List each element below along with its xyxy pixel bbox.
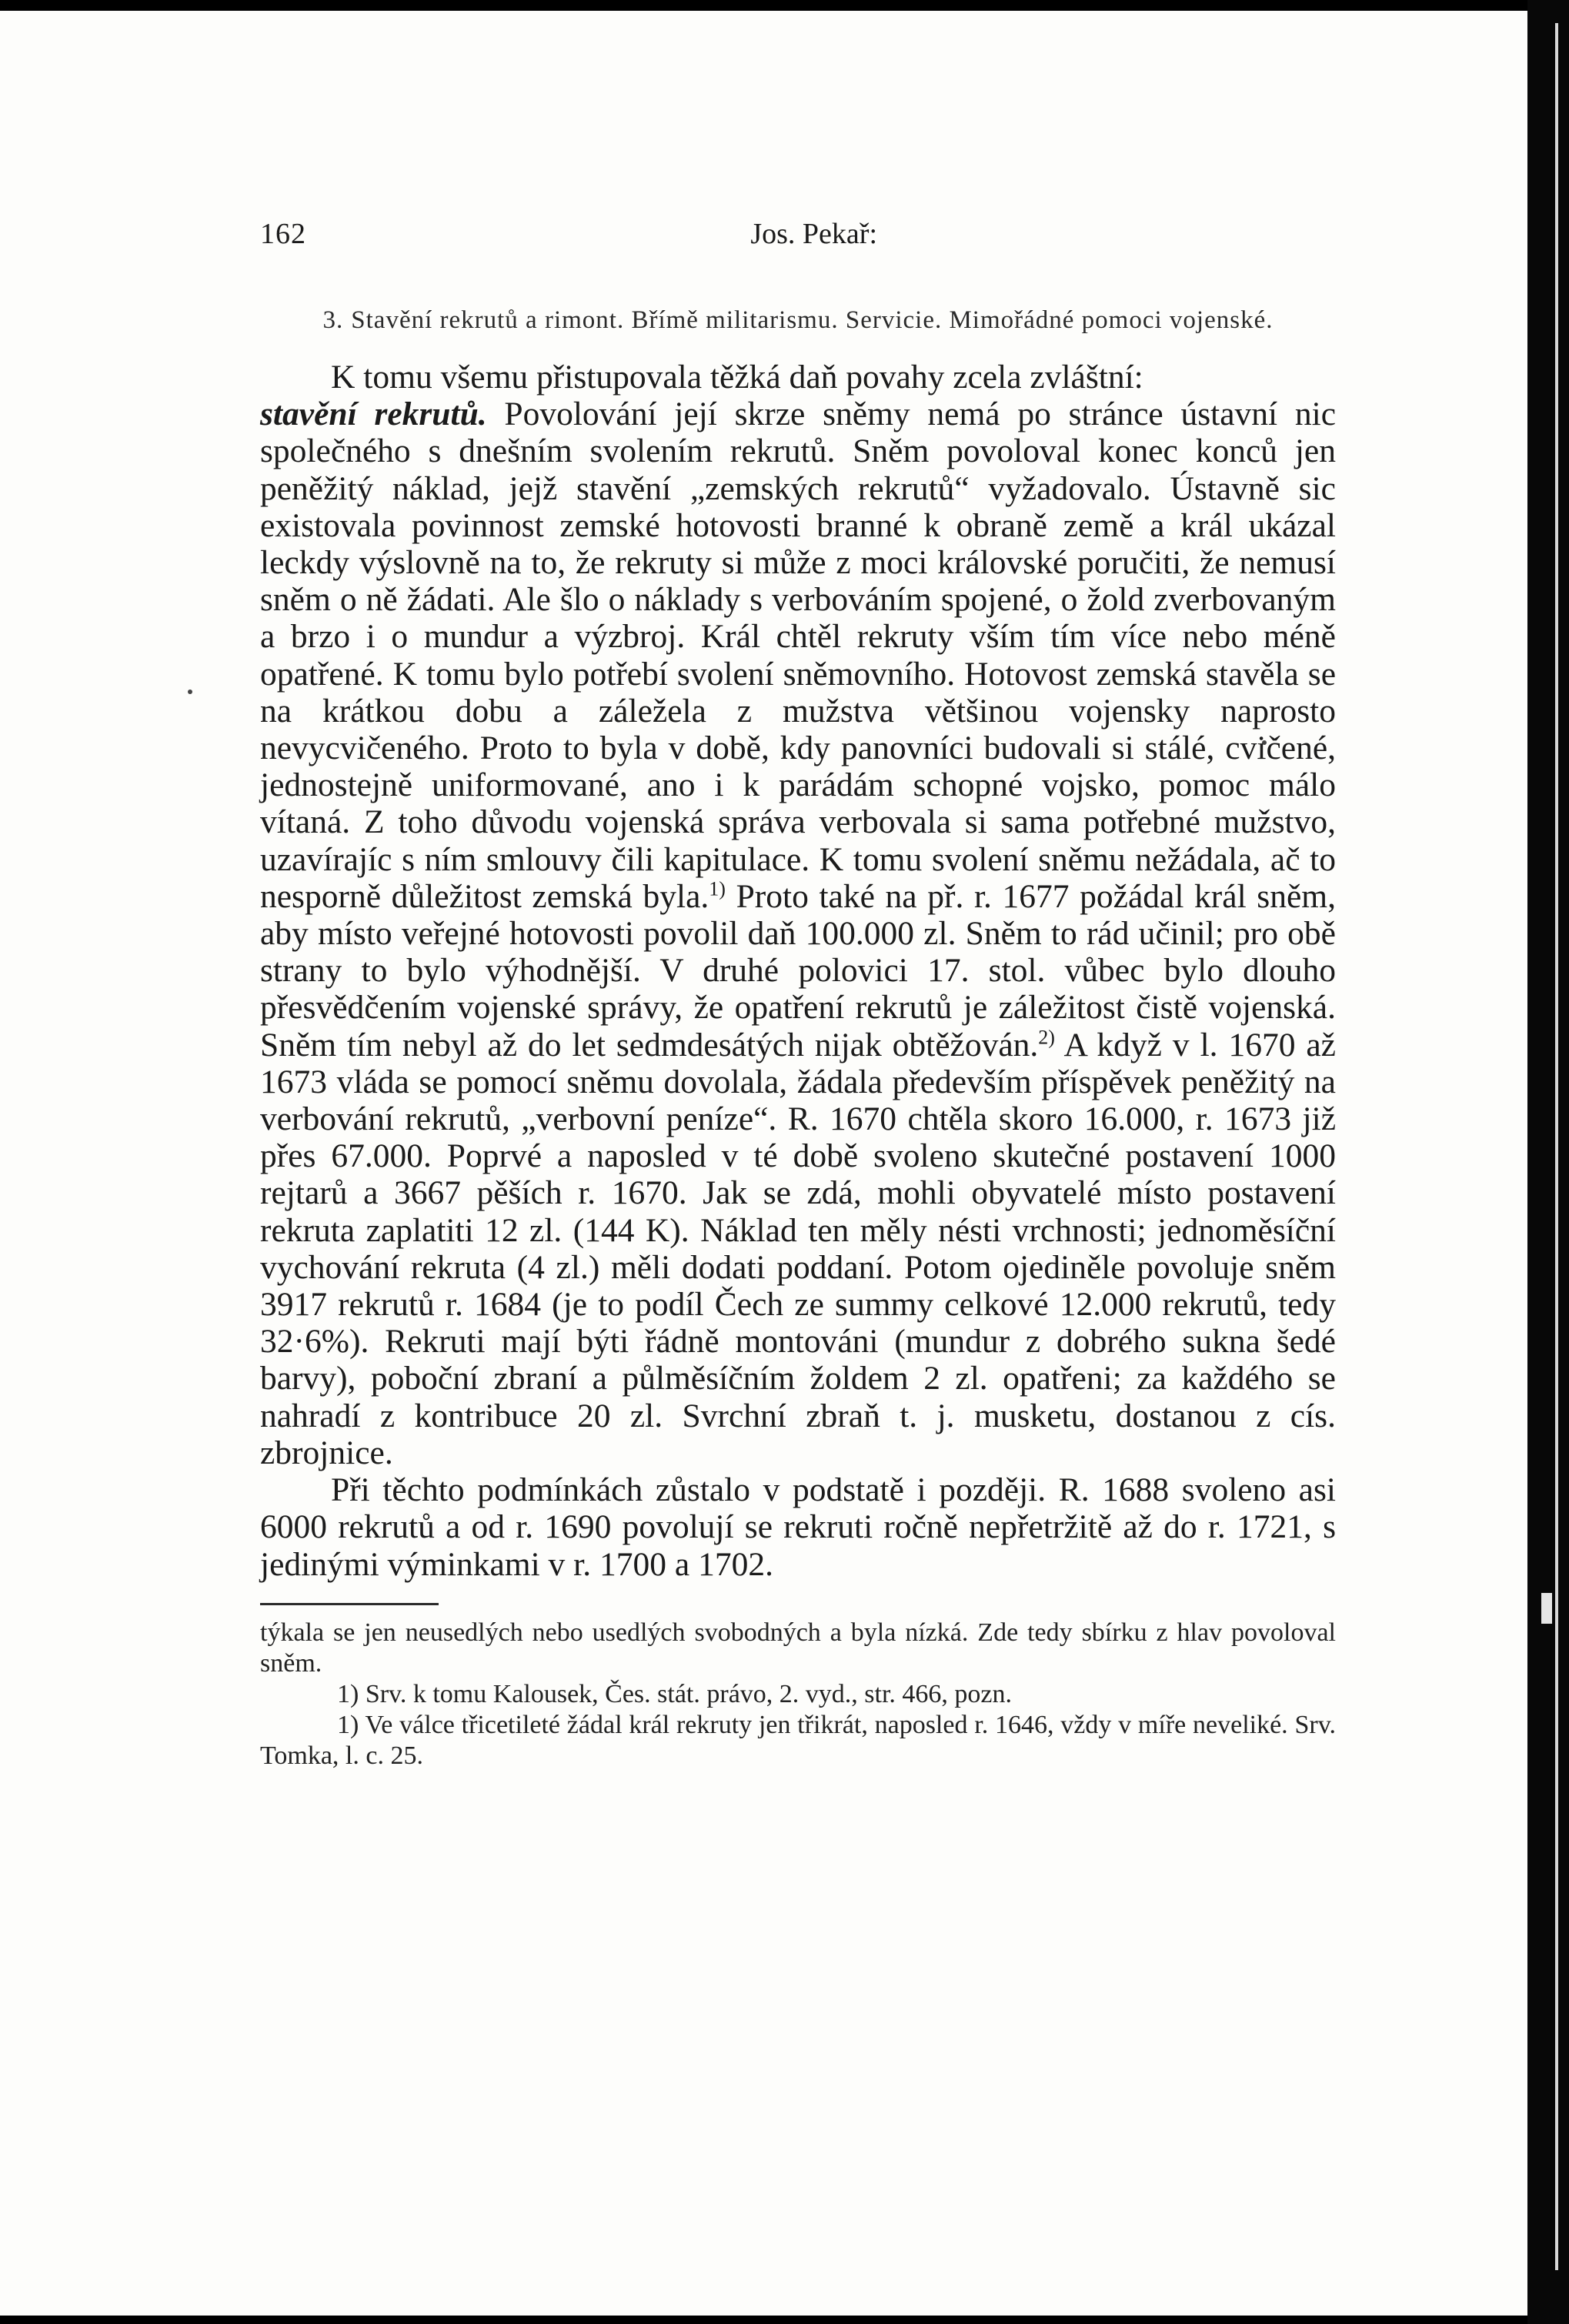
page-edge-line bbox=[1555, 23, 1558, 2270]
footnote-2 bbox=[260, 1710, 1336, 1771]
running-head bbox=[260, 217, 1336, 260]
footnote-ref: 2) bbox=[1038, 1026, 1055, 1049]
edge-tab-mark bbox=[1541, 1593, 1552, 1624]
footnote-rule bbox=[260, 1603, 439, 1605]
page-number: 162 bbox=[260, 218, 306, 250]
paragraph-lead: K tomu všemu přistupovala těžká daň povahy zcela zvláštní: bbox=[331, 359, 1143, 396]
section-heading bbox=[260, 305, 1336, 336]
paragraph-text: Proto také na př. r. 1677 požádal král sněm, aby místo veřejné hotovosti povolil daň 100.000 zl. Sněm to rád učinil; pro obě strany to bylo výhodnější. V druhé polovici 17. stol. vůbec bylo dlouho přesvědčením vojenské správy, že opatření rekrutů je záležitost čistě vojenská. Sněm tím nebyl až do let sedmdesátých nijak obtěžován. bbox=[260, 877, 1336, 1063]
paragraph-text: Povolování její skrze sněmy nemá po stránce ústavní nic společného s dnešním svolením rekrutů. Sněm povoloval konec konců jen peněžitý náklad, jejž stavění „zemských rekrutů“ vyžadovalo. Ústavně sic existovala povinnost zemské hotovosti branné k obraně země a král ukázal leckdy výslovně na to, že rekruty si může z moci královské poručiti, že nemusí sněm o ně žádati. Ale šlo o náklady s verbováním spojené, o žold zverbovaným a brzo i o mundur a výzbroj. Král chtěl rekruty vším tím více nebo méně opatřené. K tomu bylo potřebí svolení sněmovního. Hotovost zemská stavěla se na krátkou dobu a záležela z mužstva většinou vojensky naprosto nevycvičeného. Proto to byla v době, kdy panovníci budovali si stálé, cvičené, jednostejně uniformované, ano i k parádám schopné vojsko, pomoc málo vítaná. Z toho důvodu vojenská správa verbovala si sama potřebné mužstvo, uzavírajíc s ním smlouvy čili kapitulace. K tomu svolení sněmu nežádala, ač to nesporně důležitost zemská byla. bbox=[260, 396, 1336, 915]
paragraph-2: Při těchto podmínkách zůstalo v podstatě i později. R. 1688 svoleno asi 6000 rekrutů a od r. 1690 povolují se rekruti ročně nepřetržitě až do r. 1721, s jedinými výminkami v r. 1700 a 1702. bbox=[260, 1471, 1336, 1583]
section-number: 3. bbox=[322, 306, 344, 334]
italic-term: stavění rekrutů. bbox=[260, 396, 487, 433]
footnotes bbox=[260, 1618, 1336, 1771]
footnote-text: Srv. k tomu Kalousek, Čes. stát. právo, 2. vyd., str. 466, pozn. bbox=[365, 1679, 1012, 1708]
section-title: Stavění rekrutů a rimont. Břímě militarismu. Servicie. Mimořádné pomoci vojenské. bbox=[351, 306, 1274, 334]
footnote-text: Ve válce třicetileté žádal král rekruty jen třikrát, naposled r. 1646, vždy v míře neveliké. Srv. Tomka, l. c. 25. bbox=[260, 1710, 1336, 1770]
paragraph-1 bbox=[260, 359, 1336, 1471]
scan-edge bbox=[1527, 0, 1569, 2324]
footnote-ref: 1) bbox=[709, 877, 726, 900]
body-text bbox=[260, 359, 1336, 1583]
footnote-marker: 1) bbox=[337, 1710, 359, 1739]
running-head-author: Jos. Pekař: bbox=[750, 218, 877, 250]
book-page bbox=[0, 11, 1527, 2316]
footnote-1 bbox=[260, 1679, 1336, 1710]
paragraph-text: A když v l. 1670 až 1673 vláda se pomocí sněmu dovolala, žádala především příspěvek peněžitý na verbování rekrutů, „verbovní peníze“. R. 1670 chtěla skoro 16.000, r. 1673 již přes 67.000. Poprvé a naposled v té době svoleno skutečné postavení 1000 rejtarů a 3667 pěších r. 1670. Jak se zdá, mohli obyvatelé místo postavení rekruta zaplatiti 12 zl. (144 K). Náklad ten měly nésti vrchnosti; jednoměsíční vychování rekruta (4 zl.) měli dodati poddaní. Potom ojediněle povoluje sněm 3917 rekrutů r. 1684 (je to podíl Čech ze summy celkové 12.000 rekrutů, tedy 32·6%). Rekruti mají býti řádně montováni (mundur z dobrého sukna šedé barvy), poboční zbraní a půlměsíčním žoldem 2 zl. opatřeni; za každého se nahradí z kontribuce 20 zl. Svrchní zbraň t. j. musketu, dostanou z cís. zbrojnice. bbox=[260, 1026, 1336, 1471]
footnote-continuation: týkala se jen neusedlých nebo usedlých svobodných a byla nízká. Zde tedy sbírku z hlav povoloval sněm. bbox=[260, 1618, 1336, 1678]
speck-mark bbox=[188, 690, 192, 694]
text-column bbox=[260, 217, 1336, 1771]
footnote-marker: 1) bbox=[337, 1679, 359, 1708]
